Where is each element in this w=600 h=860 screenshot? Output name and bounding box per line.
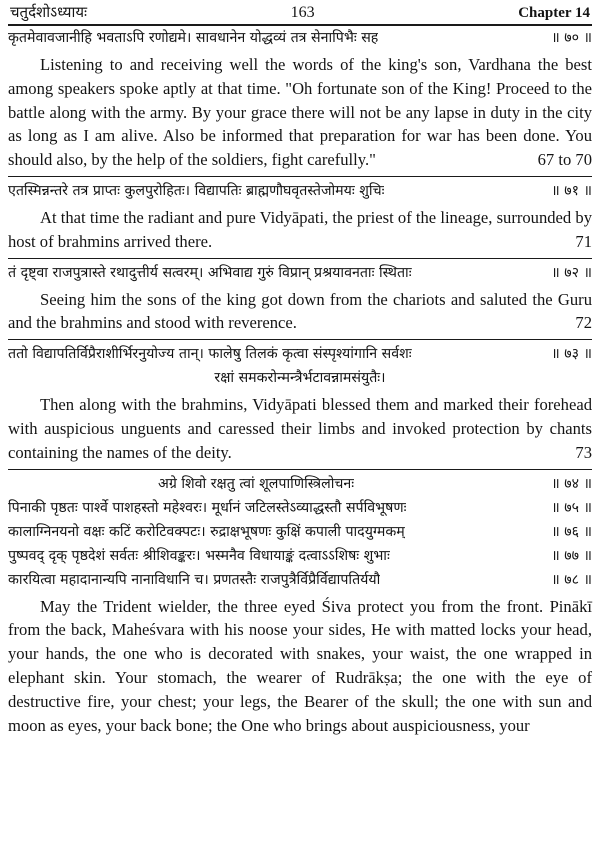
verse-number: ॥ ७२ ॥ [551,264,592,281]
verse-line [8,520,592,544]
section-divider [8,469,592,470]
verse-number: ॥ ७५ ॥ [551,499,592,516]
verse-line-centered [8,366,592,390]
verse-line [8,496,592,520]
translation-paragraph [8,393,592,464]
chapter-label: Chapter 14 [518,5,590,21]
translation-text: May the Trident wielder, the three eyed Śiva protect you from the front. Pinākī from the back, Maheśvara with his noose your sides, He with matted locks your head, your hands, the one who is decorated with snakes, your waist, the one wrapped in elephant skin. Your stomach, the wearer of Rudrākṣa; the one with the eye of destructive fire, your chest; your legs, the Bearer of the skull; the one with sun and moon as eyes, your back bone; the One who brings about auspiciousness, your [8,596,592,735]
section-divider [8,339,592,340]
verse-text: तं दृष्ट्वा राजपुत्रास्ते रथादुत्तीर्य सत्वरम्। अभिवाद्य गुरुं विप्रान् प्रश्रयावनताः स्थिताः [8,264,412,281]
page-header [8,0,592,22]
verse-text: अग्रे शिवो रक्षतु त्वां शूलपाणिस्त्रिलोचनः [158,475,355,492]
verse-text: ततो विद्यापतिर्विप्रैराशीर्भिरनुयोज्य तान्। फालेषु तिलकं कृत्वा संस्पृश्यांगानि सर्वशः [8,346,412,363]
page-content [8,26,592,737]
translation-text: Seeing him the sons of the king got down from the chariots and saluted the Guru and the brahmins and stood with reverence. [8,289,592,333]
verse-line [8,472,592,496]
verse-line [8,342,592,366]
chapter-title-sanskrit: चतुर्दशोऽध्यायः [10,3,88,21]
verse-reference: 73 [575,442,592,462]
verse-line [8,26,592,50]
translation-paragraph [8,595,592,738]
verse-text: पिनाकी पृष्ठतः पार्श्वे पाशहस्तो महेश्वरः। मूर्धानं जटिलस्तेऽव्याद्धस्तौ सर्पविभूषणः [8,499,407,516]
verse-line [8,261,592,285]
verse-number: ॥ ७८ ॥ [551,571,592,588]
verse-number: ॥ ७४ ॥ [551,475,592,492]
section-divider [8,258,592,259]
verse-reference: 72 [575,313,592,333]
verse-number: ॥ ७० ॥ [551,30,592,46]
verse-line [8,568,592,592]
verse-number: ॥ ७७ ॥ [551,547,592,564]
translation-text: At that time the radiant and pure Vidyāpati, the priest of the lineage, surrounded by host of brahmins arrived there. [8,207,592,251]
verse-line [8,179,592,203]
verse-text: एतस्मिन्नन्तरे तत्र प्राप्तः कुलपुरोहितः। विद्यापतिः ब्राह्मणौघवृतस्तेजोमयः शुचिः [8,182,385,199]
section-divider [8,176,592,177]
verse-text: कालाग्निनयनो वक्षः कटिं करोटिवक्पटः। रुद्राक्षभूषणः कुक्षिं कपाली पादयुग्मकम् [8,523,405,540]
page-number: 163 [290,4,315,21]
translation-text: Then along with the brahmins, Vidyāpati blessed them and marked their forehead with auspicious unguents and caressed their limbs and invoked protection by chants containing the names of the deity. [8,395,592,462]
verse-text: कारयित्वा महादानान्यपि नानाविधानि च। प्रणतस्तैः राजपुत्रैर्विप्रैर्विद्यापतिर्ययौ [8,571,381,588]
translation-paragraph [8,53,592,172]
translation-paragraph [8,288,592,336]
verse-number: ॥ ७३ ॥ [551,346,592,363]
verse-reference: 71 [575,231,592,251]
translation-paragraph [8,206,592,254]
verse-number: ॥ ७१ ॥ [551,182,592,199]
verse-text: कृतमेवावजानीहि भवताऽपि रणोद्यमे। सावधानेन योद्धव्यं तत्र सेनापिभैः सह [8,30,379,46]
verse-reference: 67 to 70 [537,150,592,170]
translation-text: Listening to and receiving well the words of the king's son, Vardhana the best among speakers spoke aptly at that time. "Oh fortunate son of the King! Proceed to the battle along with the army. By your grace there will not be any lapse in duty in the city as long as I am alive. Also be informed that preparation for war has been done. You should also, by the help of the soldiers, fight carefully." [8,55,592,170]
verse-text: रक्षां समकरोन्मन्त्रैर्भटावन्नामसंयुतैः। [214,370,386,387]
verse-number: ॥ ७६ ॥ [551,523,592,540]
verse-line [8,544,592,568]
verse-text: पुष्पवद् दृक् पृष्ठदेशं सर्वतः श्रीशिवङ्करः। भस्मनैव विधायाङ्कं दत्वाऽऽशिषः शुभाः [8,547,390,564]
